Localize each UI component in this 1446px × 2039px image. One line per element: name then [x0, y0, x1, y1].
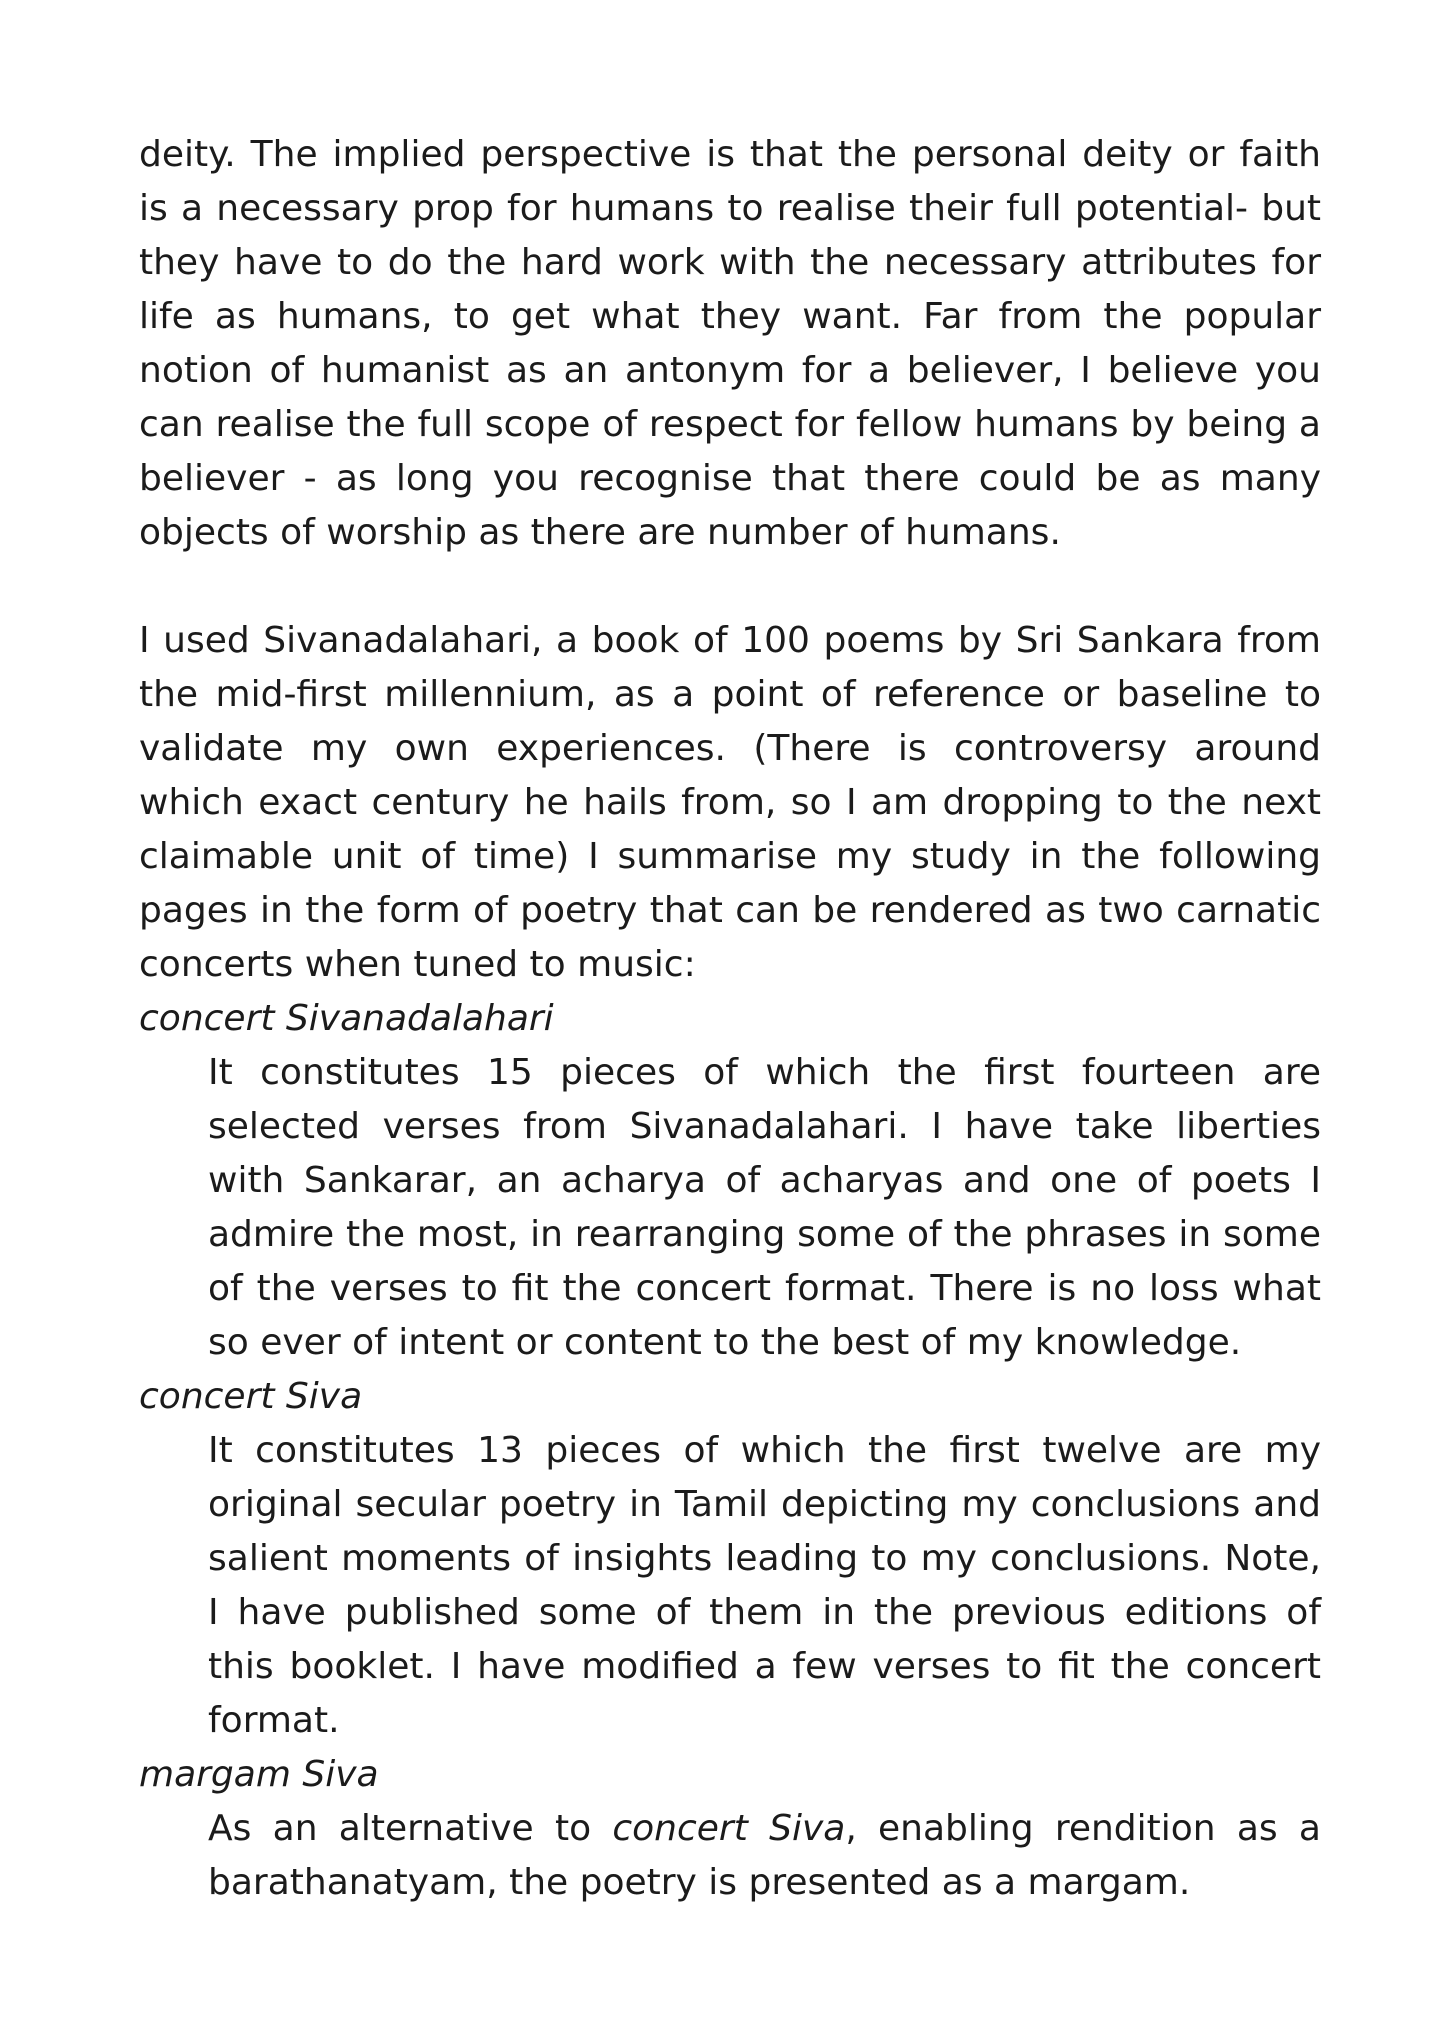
margam-body-end: , enabling rendition as a barathanatyam, the poetry is presented as a margam.: [208, 1808, 1321, 1903]
paragraph-sivanadalahari-intro: I used Sivanadalahari, a book of 100 poems by Sri Sankara from the mid-first millennium, as a point of reference or baseline to validate my own experiences. (There is controversy around which exact century he hails from, so I am dropping to the next claimable unit of time) I summarise my study in the following pages in the form of poetry that can be rendered as two carnatic concerts when tuned to music:: [139, 620, 1321, 985]
section-body-concert-siva: It constitutes 13 pieces of which the first twelve are my original secular poetry in Tamil depicting my conclusions and salient moments of insights leading to my conclusions. Note, I have published some of them in the previous editions of this booklet. I have modified a few verses to fit the concert format.: [208, 1430, 1321, 1741]
paragraph-deity: deity. The implied perspective is that the personal deity or faith is a necessary prop for humans to realise their full potential- but they have to do the hard work with the necessary attributes for life as humans, to get what they want. Far from the popular notion of humanist as an antonym for a believer, I believe you can realise the full scope of respect for fellow humans by being a believer - as long you recognise that there could be as many objects of worship as there are number of humans.: [139, 134, 1321, 553]
margam-body-italic-reference: concert Siva: [612, 1808, 846, 1849]
section-body-margam-siva: [208, 1802, 1321, 1910]
document-page: [139, 128, 1321, 1910]
section-heading-concert-siva: concert Siva: [139, 1376, 363, 1417]
section-body-concert-sivanadalahari: It constitutes 15 pieces of which the first fourteen are selected verses from Sivanadalahari. I have take liberties with Sankarar, an acharya of acharyas and one of poets I admire the most, in rearranging some of the phrases in some of the verses to fit the concert format. There is no loss what so ever of intent or content to the best of my knowledge.: [208, 1052, 1321, 1363]
section-heading-margam-siva: margam Siva: [139, 1754, 379, 1795]
paragraph-spacer: [139, 560, 1321, 614]
section-heading-concert-sivanadalahari: concert Sivanadalahari: [139, 998, 554, 1039]
margam-body-start: As an alternative to: [208, 1808, 613, 1849]
